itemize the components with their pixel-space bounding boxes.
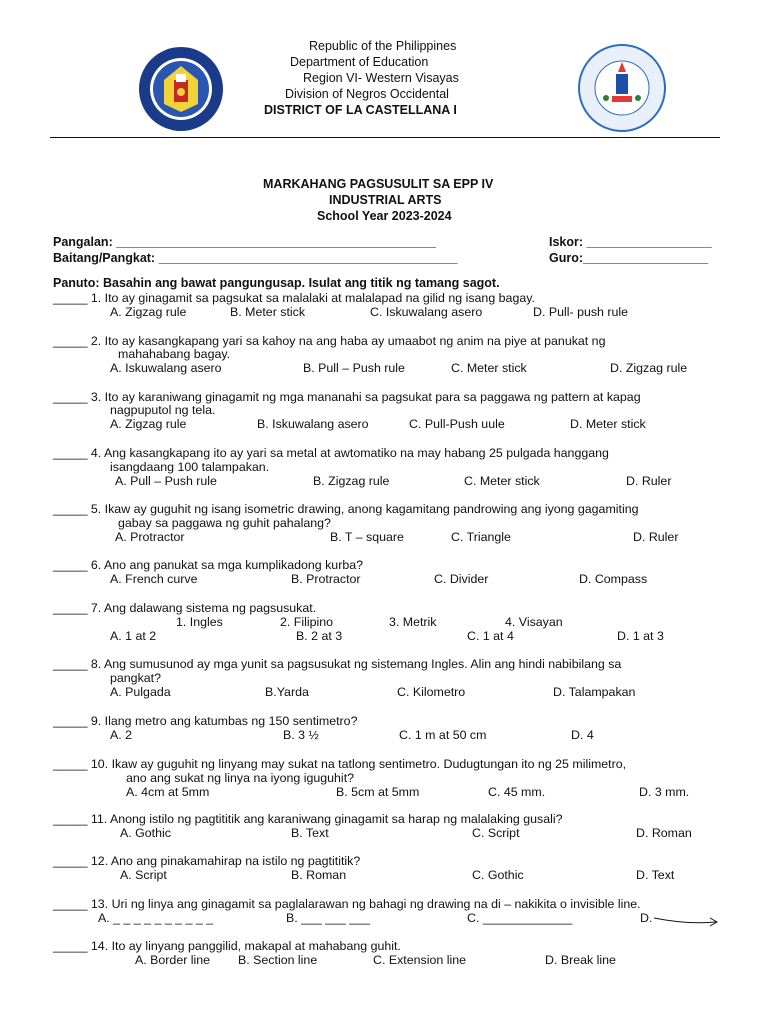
q12-option-b: B. Roman — [291, 868, 347, 882]
question-3: _____ 3. Ito ay karaniwang ginagamit ng mga mananahi sa pagsukat para sa paggawa ng pattern at kapag — [53, 390, 641, 404]
question-4-cont: isangdaang 100 talampakan. — [110, 460, 270, 474]
q6-option-a: A. French curve — [110, 572, 198, 586]
q5-option-c: C. Triangle — [451, 530, 511, 544]
header-republic: Republic of the Philippines — [309, 39, 457, 53]
question-7: _____ 7. Ang dalawang sistema ng pagsusukat. — [53, 601, 317, 615]
q2-option-d: D. Zigzag rule — [610, 361, 688, 375]
deped-seal-logo — [138, 46, 224, 132]
question-4: _____ 4. Ang kasangkapang ito ay yari sa metal at awtomatiko na may habang 25 pulgada hanggang — [53, 446, 609, 460]
header-region: Region VI- Western Visayas — [303, 71, 459, 85]
q13-option-b: B. ___ ___ ___ — [286, 911, 371, 925]
question-2: _____ 2. Ito ay kasangkapang yari sa kahoy na ang haba ay umaabot ng anim na piye at panukat ng — [53, 334, 606, 348]
teacher-field[interactable]: Guro:__________________ — [549, 251, 709, 265]
question-10: _____ 10. Ikaw ay guguhit ng linyang may sukat na tatlong sentimetro. Dudugtungan ito ng 25 milimetro, — [53, 757, 627, 771]
question-8: _____ 8. Ang sumusunod ay mga yunit sa pagsusukat ng sistemang Ingles. Alin ang hindi nabibilang sa — [53, 657, 622, 671]
question-13: _____ 13. Uri ng linya ang ginagamit sa paglalarawan ng bahagi ng drawing na di – nakikita o invisible line. — [53, 897, 641, 911]
q10-option-d: D. 3 mm. — [639, 785, 690, 799]
q11-option-c: C. Script — [472, 826, 520, 840]
q7-option-c: C. 1 at 4 — [467, 629, 514, 643]
header-district: DISTRICT OF LA CASTELLANA I — [264, 103, 457, 117]
q1-option-c: C. Iskuwalang asero — [370, 305, 483, 319]
q1-option-a: A. Zigzag rule — [110, 305, 187, 319]
q5-option-a: A. Protractor — [115, 530, 185, 544]
q7-item-2: 2. Filipino — [280, 615, 334, 629]
q10-option-b: B. 5cm at 5mm — [336, 785, 420, 799]
question-1: _____ 1. Ito ay ginagamit sa pagsukat sa malalaki at malalapad na gilid ng isang bagay. — [53, 291, 535, 305]
header-divider — [50, 137, 720, 138]
question-12: _____ 12. Ano ang pinakamahirap na istilo ng pagtititik? — [53, 854, 361, 868]
q9-option-d: D. 4 — [571, 728, 594, 742]
q8-option-c: C. Kilometro — [397, 685, 466, 699]
q7-item-4: 4. Visayan — [505, 615, 563, 629]
q3-option-d: D. Meter stick — [570, 417, 646, 431]
header-division: Division of Negros Occidental — [285, 87, 449, 101]
q7-item-1: 1. Ingles — [176, 615, 223, 629]
q4-option-d: D. Ruler — [626, 474, 672, 488]
q5-option-b: B. T – square — [330, 530, 404, 544]
q7-option-b: B. 2 at 3 — [296, 629, 343, 643]
q13-option-d: D. — [640, 911, 653, 925]
q6-option-d: D. Compass — [579, 572, 648, 586]
q2-option-c: C. Meter stick — [451, 361, 527, 375]
q1-option-b: B. Meter stick — [230, 305, 306, 319]
q13-option-d-line-icon — [654, 910, 724, 930]
q7-option-d: D. 1 at 3 — [617, 629, 664, 643]
q7-item-3: 3. Metrik — [389, 615, 437, 629]
exam-title: MARKAHANG PAGSUSULIT SA EPP IV — [263, 177, 494, 191]
q5-option-d: D. Ruler — [633, 530, 679, 544]
q14-option-b: B. Section line — [238, 953, 318, 967]
grade-section-field[interactable]: Baitang/Pangkat: ___________________________________________ — [53, 251, 458, 265]
q10-option-a: A. 4cm at 5mm — [126, 785, 210, 799]
question-11: _____ 11. Anong istilo ng pagtititik ang karaniwang ginagamit sa harap ng malalaking gusali? — [53, 812, 563, 826]
question-5-cont: gabay sa paggawa ng guhit pahalang? — [118, 516, 331, 530]
exam-subject: INDUSTRIAL ARTS — [329, 193, 442, 207]
q6-option-c: C. Divider — [434, 572, 489, 586]
directions: Panuto: Basahin ang bawat pangungusap. Isulat ang titik ng tamang sagot. — [53, 276, 500, 290]
q13-option-c: C. _____________ — [467, 911, 573, 925]
district-seal-logo — [578, 44, 666, 132]
q2-option-a: A. Iskuwalang asero — [110, 361, 222, 375]
question-10-cont: ano ang sukat ng linya na iyong iguguhit? — [126, 771, 355, 785]
question-9: _____ 9. Ilang metro ang katumbas ng 150 sentimetro? — [53, 714, 358, 728]
q8-option-b: B.Yarda — [265, 685, 309, 699]
question-6: _____ 6. Ano ang panukat sa mga kumplikadong kurba? — [53, 558, 363, 572]
q11-option-b: B. Text — [291, 826, 329, 840]
q8-option-a: A. Pulgada — [110, 685, 171, 699]
score-field[interactable]: Iskor: __________________ — [549, 235, 712, 249]
q12-option-c: C. Gothic — [472, 868, 524, 882]
header-department: Department of Education — [290, 55, 429, 69]
q14-option-c: C. Extension line — [373, 953, 466, 967]
q4-option-b: B. Zigzag rule — [313, 474, 390, 488]
exam-school-year: School Year 2023-2024 — [317, 209, 452, 223]
q9-option-b: B. 3 ½ — [283, 728, 319, 742]
q11-option-d: D. Roman — [636, 826, 692, 840]
question-8-cont: pangkat? — [110, 671, 161, 685]
q1-option-d: D. Pull- push rule — [533, 305, 629, 319]
q3-option-b: B. Iskuwalang asero — [257, 417, 369, 431]
q3-option-c: C. Pull-Push uule — [409, 417, 505, 431]
q13-option-a: A. _ _ _ _ _ _ _ _ _ _ — [98, 911, 214, 925]
name-field[interactable]: Pangalan: ______________________________________________ — [53, 235, 436, 249]
q4-option-c: C. Meter stick — [464, 474, 540, 488]
question-2-cont: mahahabang bagay. — [118, 347, 231, 361]
question-3-cont: nagpuputol ng tela. — [110, 403, 216, 417]
q11-option-a: A. Gothic — [120, 826, 171, 840]
q10-option-c: C. 45 mm. — [488, 785, 546, 799]
q2-option-b: B. Pull – Push rule — [303, 361, 405, 375]
question-5: _____ 5. Ikaw ay guguhit ng isang isometric drawing, anong kagamitang pandrowing ang iyong gagamiting — [53, 502, 639, 516]
q14-option-a: A. Border line — [135, 953, 211, 967]
q14-option-d: D. Break line — [545, 953, 616, 967]
q4-option-a: A. Pull – Push rule — [115, 474, 217, 488]
q7-option-a: A. 1 at 2 — [110, 629, 157, 643]
q12-option-d: D. Text — [636, 868, 675, 882]
q9-option-c: C. 1 m at 50 cm — [399, 728, 487, 742]
question-14: _____ 14. Ito ay linyang panggilid, makapal at mahabang guhit. — [53, 939, 401, 953]
q6-option-b: B. Protractor — [291, 572, 361, 586]
q8-option-d: D. Talampakan — [553, 685, 636, 699]
q3-option-a: A. Zigzag rule — [110, 417, 187, 431]
q9-option-a: A. 2 — [110, 728, 133, 742]
q12-option-a: A. Script — [120, 868, 167, 882]
